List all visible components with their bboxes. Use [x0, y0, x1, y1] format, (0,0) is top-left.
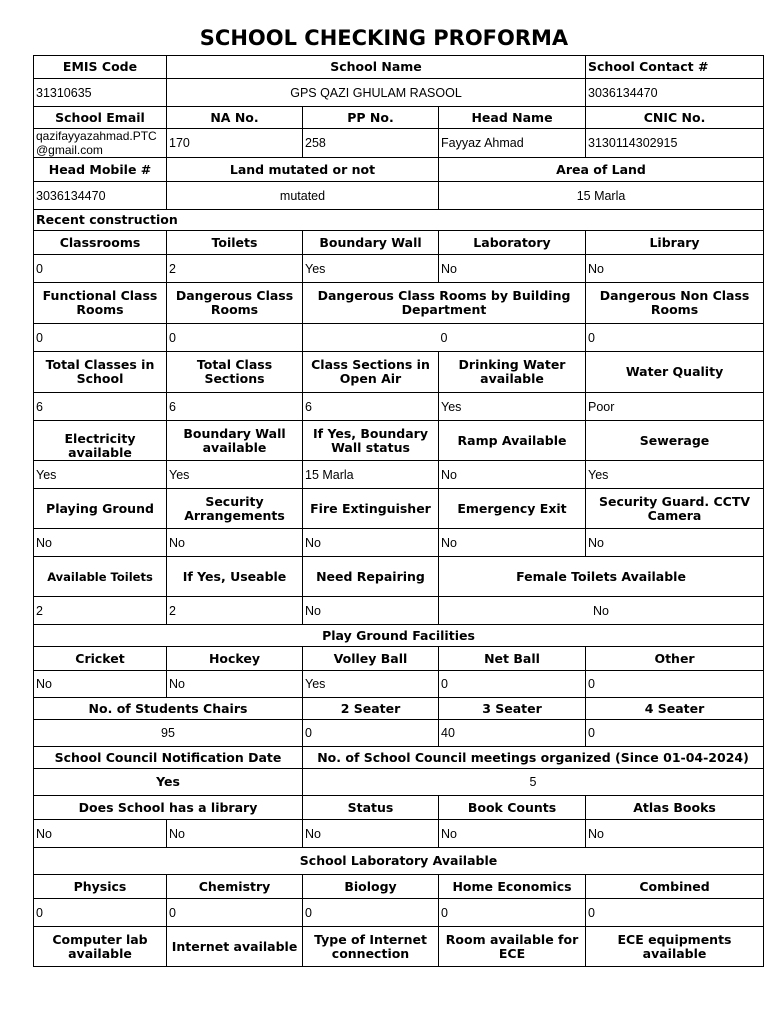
total-class-sections-header: Total Class Sections [167, 352, 303, 393]
area-of-land-value: 15 Marla [439, 182, 764, 210]
boundary-wall-available-header: Boundary Wall available [167, 421, 303, 461]
other-sport-value: 0 [586, 671, 764, 698]
electricity-header: Electricity available [34, 421, 167, 461]
useable-toilets-header: If Yes, Useable [167, 557, 303, 597]
volley-ball-value: Yes [303, 671, 439, 698]
library-value: No [586, 255, 764, 283]
home-economics-header: Home Economics [439, 875, 586, 899]
biology-value: 0 [303, 899, 439, 927]
cricket-header: Cricket [34, 647, 167, 671]
hockey-value: No [167, 671, 303, 698]
female-toilets-header: Female Toilets Available [439, 557, 764, 597]
dangerous-non-class-rooms-value: 0 [586, 324, 764, 352]
need-repairing-value: No [303, 597, 439, 625]
na-no-value: 170 [167, 129, 303, 158]
water-quality-value: Poor [586, 393, 764, 421]
ece-room-header: Room available for ECE [439, 927, 586, 967]
female-toilets-value: No [439, 597, 764, 625]
head-name-header: Head Name [439, 107, 586, 129]
computer-lab-header: Computer lab available [34, 927, 167, 967]
row-classes-values [34, 393, 764, 421]
chemistry-header: Chemistry [167, 875, 303, 899]
school-name-header: School Name [167, 56, 586, 79]
three-seater-header: 3 Seater [439, 698, 586, 720]
land-mutated-header: Land mutated or not [167, 158, 439, 182]
ramp-available-header: Ramp Available [439, 421, 586, 461]
school-email-value: qazifayyazahmad.PTC@gmail.com [34, 129, 167, 158]
security-guard-cctv-value: No [586, 529, 764, 557]
playing-ground-header: Playing Ground [34, 489, 167, 529]
ramp-available-value: No [439, 461, 586, 489]
laboratory-value: No [439, 255, 586, 283]
water-quality-header: Water Quality [586, 352, 764, 393]
emergency-exit-value: No [439, 529, 586, 557]
row-play-ground-section [34, 625, 764, 647]
useable-toilets-value: 2 [167, 597, 303, 625]
laboratory-header: Laboratory [439, 231, 586, 255]
school-library-header: Does School has a library [34, 796, 303, 820]
area-of-land-header: Area of Land [439, 158, 764, 182]
pp-no-value: 258 [303, 129, 439, 158]
head-mobile-header: Head Mobile # [34, 158, 167, 182]
class-sections-open-air-value: 6 [303, 393, 439, 421]
row-classroom-status-values [34, 324, 764, 352]
total-class-sections-value: 6 [167, 393, 303, 421]
school-laboratory-header: School Laboratory Available [34, 848, 764, 875]
students-chairs-header: No. of Students Chairs [34, 698, 303, 720]
row-land-headers [34, 158, 764, 182]
cnic-no-value: 3130114302915 [586, 129, 764, 158]
row-facilities-values [34, 461, 764, 489]
class-sections-open-air-header: Class Sections in Open Air [303, 352, 439, 393]
emis-code-header: EMIS Code [34, 56, 167, 79]
row-lab-headers [34, 875, 764, 899]
hockey-header: Hockey [167, 647, 303, 671]
book-counts-header: Book Counts [439, 796, 586, 820]
proforma-table [33, 55, 764, 967]
physics-header: Physics [34, 875, 167, 899]
row-laboratory-section [34, 848, 764, 875]
row-contact-headers [34, 107, 764, 129]
council-notification-date-header: School Council Notification Date [34, 747, 303, 769]
row-recent-construction [34, 210, 764, 231]
row-classes-headers [34, 352, 764, 393]
school-contact-value: 3036134470 [586, 79, 764, 107]
row-security-values [34, 529, 764, 557]
row-chairs-values [34, 720, 764, 747]
total-classes-header: Total Classes in School [34, 352, 167, 393]
classrooms-header: Classrooms [34, 231, 167, 255]
combined-lab-header: Combined [586, 875, 764, 899]
other-sport-header: Other [586, 647, 764, 671]
atlas-books-header: Atlas Books [586, 796, 764, 820]
cricket-value: No [34, 671, 167, 698]
four-seater-header: 4 Seater [586, 698, 764, 720]
two-seater-value: 0 [303, 720, 439, 747]
security-arrangements-header: Security Arrangements [167, 489, 303, 529]
emergency-exit-header: Emergency Exit [439, 489, 586, 529]
drinking-water-header: Drinking Water available [439, 352, 586, 393]
dangerous-non-class-rooms-header: Dangerous Non Class Rooms [586, 283, 764, 324]
book-counts-value: No [439, 820, 586, 848]
school-contact-header: School Contact # [586, 56, 764, 79]
recent-construction-header: Recent construction [34, 210, 764, 231]
emis-code-value: 31310635 [34, 79, 167, 107]
row-toilets-values [34, 597, 764, 625]
students-chairs-value: 95 [34, 720, 303, 747]
available-toilets-header: Available Toilets [34, 557, 167, 597]
dangerous-class-rooms-header: Dangerous Class Rooms [167, 283, 303, 324]
row-construction-values [34, 255, 764, 283]
four-seater-value: 0 [586, 720, 764, 747]
boundary-wall-status-value: 15 Marla [303, 461, 439, 489]
library-header: Library [586, 231, 764, 255]
page-title: SCHOOL CHECKING PROFORMA [199, 26, 569, 50]
cnic-no-header: CNIC No. [586, 107, 764, 129]
fire-extinguisher-header: Fire Extinguisher [303, 489, 439, 529]
play-ground-facilities-header: Play Ground Facilities [34, 625, 764, 647]
land-mutated-value: mutated [167, 182, 439, 210]
boundary-wall-available-value: Yes [167, 461, 303, 489]
net-ball-value: 0 [439, 671, 586, 698]
row-library-values [34, 820, 764, 848]
row-land-values [34, 182, 764, 210]
functional-class-rooms-header: Functional Class Rooms [34, 283, 167, 324]
row-sports-values [34, 671, 764, 698]
library-status-value: No [303, 820, 439, 848]
home-economics-value: 0 [439, 899, 586, 927]
volley-ball-header: Volley Ball [303, 647, 439, 671]
council-meetings-header: No. of School Council meetings organized (Since 01-04-2024) [303, 747, 764, 769]
classrooms-value: 0 [34, 255, 167, 283]
electricity-value: Yes [34, 461, 167, 489]
boundary-wall-status-header: If Yes, Boundary Wall status [303, 421, 439, 461]
na-no-header: NA No. [167, 107, 303, 129]
biology-header: Biology [303, 875, 439, 899]
row-toilets-headers [34, 557, 764, 597]
row-ict-headers [34, 927, 764, 967]
row-sports-headers [34, 647, 764, 671]
library-status-header: Status [303, 796, 439, 820]
council-meetings-value: 5 [303, 769, 764, 796]
sewerage-header: Sewerage [586, 421, 764, 461]
row-chairs-headers [34, 698, 764, 720]
combined-lab-value: 0 [586, 899, 764, 927]
security-guard-cctv-header: Security Guard. CCTV Camera [586, 489, 764, 529]
row-facilities-headers [34, 421, 764, 461]
school-library-value-a: No [34, 820, 167, 848]
toilets-header: Toilets [167, 231, 303, 255]
boundary-wall-value: Yes [303, 255, 439, 283]
two-seater-header: 2 Seater [303, 698, 439, 720]
total-classes-value: 6 [34, 393, 167, 421]
atlas-books-value: No [586, 820, 764, 848]
boundary-wall-header: Boundary Wall [303, 231, 439, 255]
row-security-headers [34, 489, 764, 529]
row-construction-headers [34, 231, 764, 255]
row-classroom-status-headers [34, 283, 764, 324]
dangerous-class-rooms-value: 0 [167, 324, 303, 352]
pp-no-header: PP No. [303, 107, 439, 129]
row-contact-values [34, 129, 764, 158]
council-notification-date-value: Yes [34, 769, 303, 796]
row-council-values [34, 769, 764, 796]
physics-value: 0 [34, 899, 167, 927]
sewerage-value: Yes [586, 461, 764, 489]
available-toilets-value: 2 [34, 597, 167, 625]
row-basic-headers [34, 56, 764, 79]
playing-ground-value: No [34, 529, 167, 557]
drinking-water-value: Yes [439, 393, 586, 421]
need-repairing-header: Need Repairing [303, 557, 439, 597]
fire-extinguisher-value: No [303, 529, 439, 557]
internet-type-header: Type of Internet connection [303, 927, 439, 967]
dangerous-rooms-by-building-dept-header: Dangerous Class Rooms by Building Department [303, 283, 586, 324]
net-ball-header: Net Ball [439, 647, 586, 671]
three-seater-value: 40 [439, 720, 586, 747]
functional-class-rooms-value: 0 [34, 324, 167, 352]
head-name-value: Fayyaz Ahmad [439, 129, 586, 158]
school-library-value-b: No [167, 820, 303, 848]
chemistry-value: 0 [167, 899, 303, 927]
dangerous-rooms-by-building-dept-value: 0 [303, 324, 586, 352]
row-basic-values [34, 79, 764, 107]
ece-equipments-header: ECE equipments available [586, 927, 764, 967]
row-library-headers [34, 796, 764, 820]
toilets-value: 2 [167, 255, 303, 283]
internet-available-header: Internet available [167, 927, 303, 967]
school-email-header: School Email [34, 107, 167, 129]
security-arrangements-value: No [167, 529, 303, 557]
row-council-headers [34, 747, 764, 769]
school-name-value: GPS QAZI GHULAM RASOOL [167, 79, 586, 107]
head-mobile-value: 3036134470 [34, 182, 167, 210]
row-lab-values [34, 899, 764, 927]
